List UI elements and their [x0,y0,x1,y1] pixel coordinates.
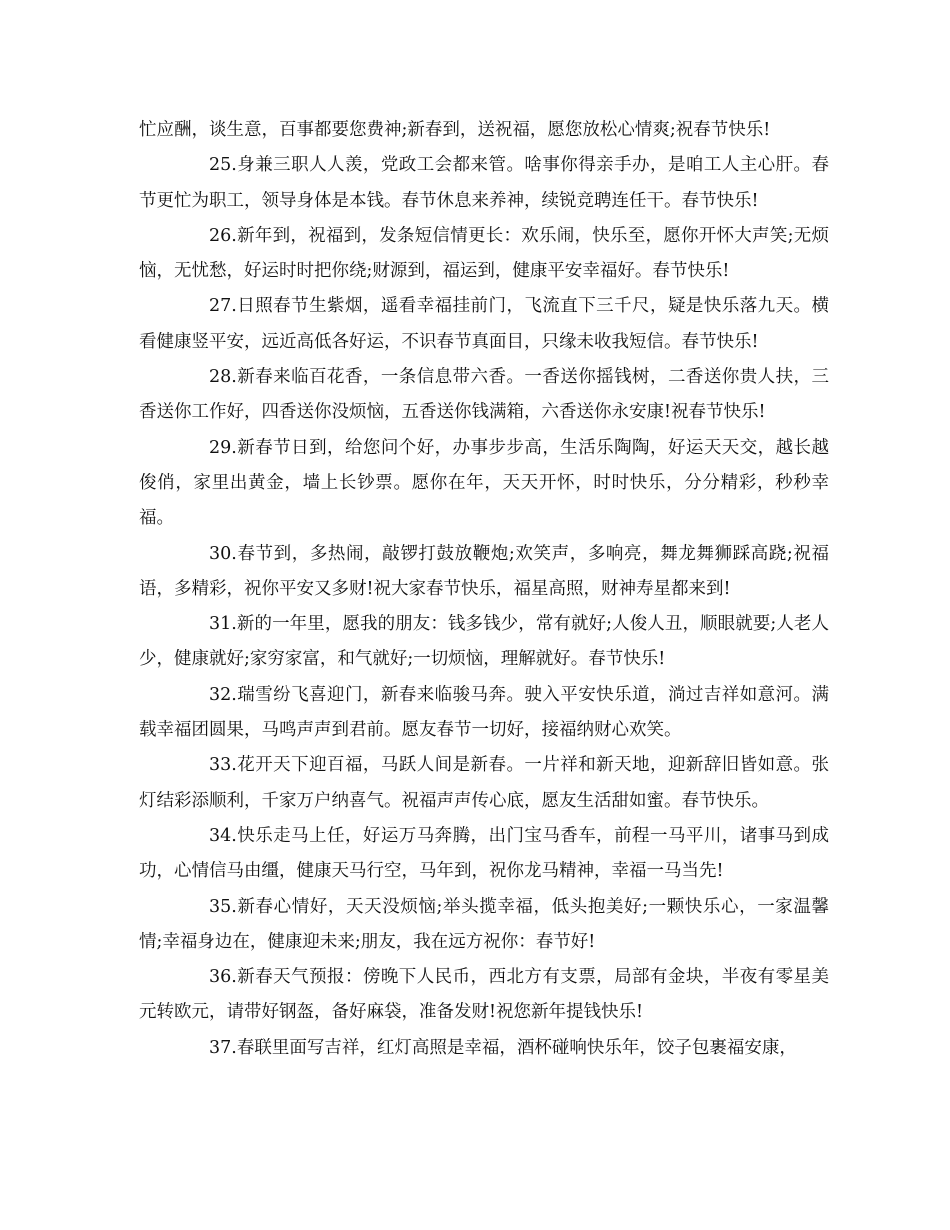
item-number: 37. [209,1037,237,1058]
item-number: 27. [209,296,237,317]
item-text: 春节到，多热闹，敲锣打鼓放鞭炮;欢笑声，多响亮，舞龙舞狮踩高跷;祝福语，多精彩，祝你平安又多财!祝大家春节快乐，福星高照，财神寿星都来到! [139,543,829,599]
item-text: 新的一年里，愿我的朋友：钱多钱少，常有就好;人俊人丑，顺眼就要;人老人少，健康就好;家穷家富，和气就好;一切烦恼，理解就好。春节快乐! [139,614,829,670]
item-text: 花开天下迎百福，马跃人间是新春。一片祥和新天地，迎新辞旧皆如意。张灯结彩添顺利，千家万户纳喜气。祝福声声传心底，愿友生活甜如蜜。春节快乐。 [139,755,829,811]
list-item [139,678,829,749]
item-text: 新春心情好，天天没烦恼;举头揽幸福，低头抱美好;一颗快乐心，一家温馨情;幸福身边在，健康迎未来;朋友，我在远方祝你：春节好! [139,896,829,952]
item-number: 35. [209,896,237,917]
item-number: 31. [209,614,237,635]
list-item [139,289,829,360]
list-item [139,431,829,537]
item-text: 瑞雪纷飞喜迎门，新春来临骏马奔。驶入平安快乐道，淌过吉祥如意河。满载幸福团圆果，马鸣声声到君前。愿友春节一切好，接福纳财心欢笑。 [139,684,829,741]
item-number: 29. [209,437,237,458]
item-number: 26. [209,225,237,246]
item-number: 33. [209,755,237,776]
list-item [139,148,829,219]
item-text: 新春节日到，给您问个好，办事步步高，生活乐陶陶，好运天天交，越长越俊俏，家里出黄金，墙上长钞票。愿你在年，天天开怀，时时快乐，分分精彩，秒秒幸福。 [139,437,829,529]
list-item [139,607,829,678]
list-item [139,219,829,290]
lead-paragraph: 忙应酬，谈生意，百事都要您费神;新春到，送祝福，愿您放松心情爽;祝春节快乐! [139,120,771,140]
item-number: 25. [209,155,237,176]
document-body [139,113,829,1066]
item-text: 日照春节生紫烟，遥看幸福挂前门，飞流直下三千尺，疑是快乐落九天。横看健康竖平安，远近高低各好运，不识春节真面目，只缘未收我短信。春节快乐! [139,296,829,352]
item-number: 34. [209,825,237,846]
item-text: 春联里面写吉祥，红灯高照是幸福，酒杯碰响快乐年，饺子包裹福安康， [236,1037,797,1058]
list-item [139,960,829,1031]
item-number: 28. [209,367,237,388]
item-text: 新年到，祝福到，发条短信情更长：欢乐闹，快乐至，愿你开怀大声笑;无烦恼，无忧愁，好运时时把你绕;财源到，福运到，健康平安幸福好。春节快乐! [139,225,829,282]
list-item [139,1031,829,1066]
list-item [139,360,829,431]
item-text: 新春天气预报：傍晚下人民币，西北方有支票，局部有金块，半夜有零星美元转欧元，请带好钢盔，备好麻袋，准备发财!祝您新年提钱快乐! [139,967,829,1023]
list-item [139,890,829,961]
item-text: 新春来临百花香，一条信息带六香。一香送你摇钱树，二香送你贵人扶，三香送你工作好，四香送你没烦恼，五香送你钱满箱，六香送你永安康!祝春节快乐! [139,367,829,423]
list-item [139,819,829,890]
item-number: 30. [209,543,237,564]
item-number: 36. [209,967,237,988]
item-number: 32. [209,684,237,705]
list-item [139,748,829,819]
item-text: 身兼三职人人羡，党政工会都来管。啥事你得亲手办，是咱工人主心肝。春节更忙为职工，领导身体是本钱。春节休息来养神，续锐竞聘连任干。春节快乐! [139,155,829,211]
list-item [139,537,829,608]
item-text: 快乐走马上任，好运万马奔腾，出门宝马香车，前程一马平川，诸事马到成功，心情信马由缰，健康天马行空，马年到，祝你龙马精神，幸福一马当先! [139,825,829,882]
